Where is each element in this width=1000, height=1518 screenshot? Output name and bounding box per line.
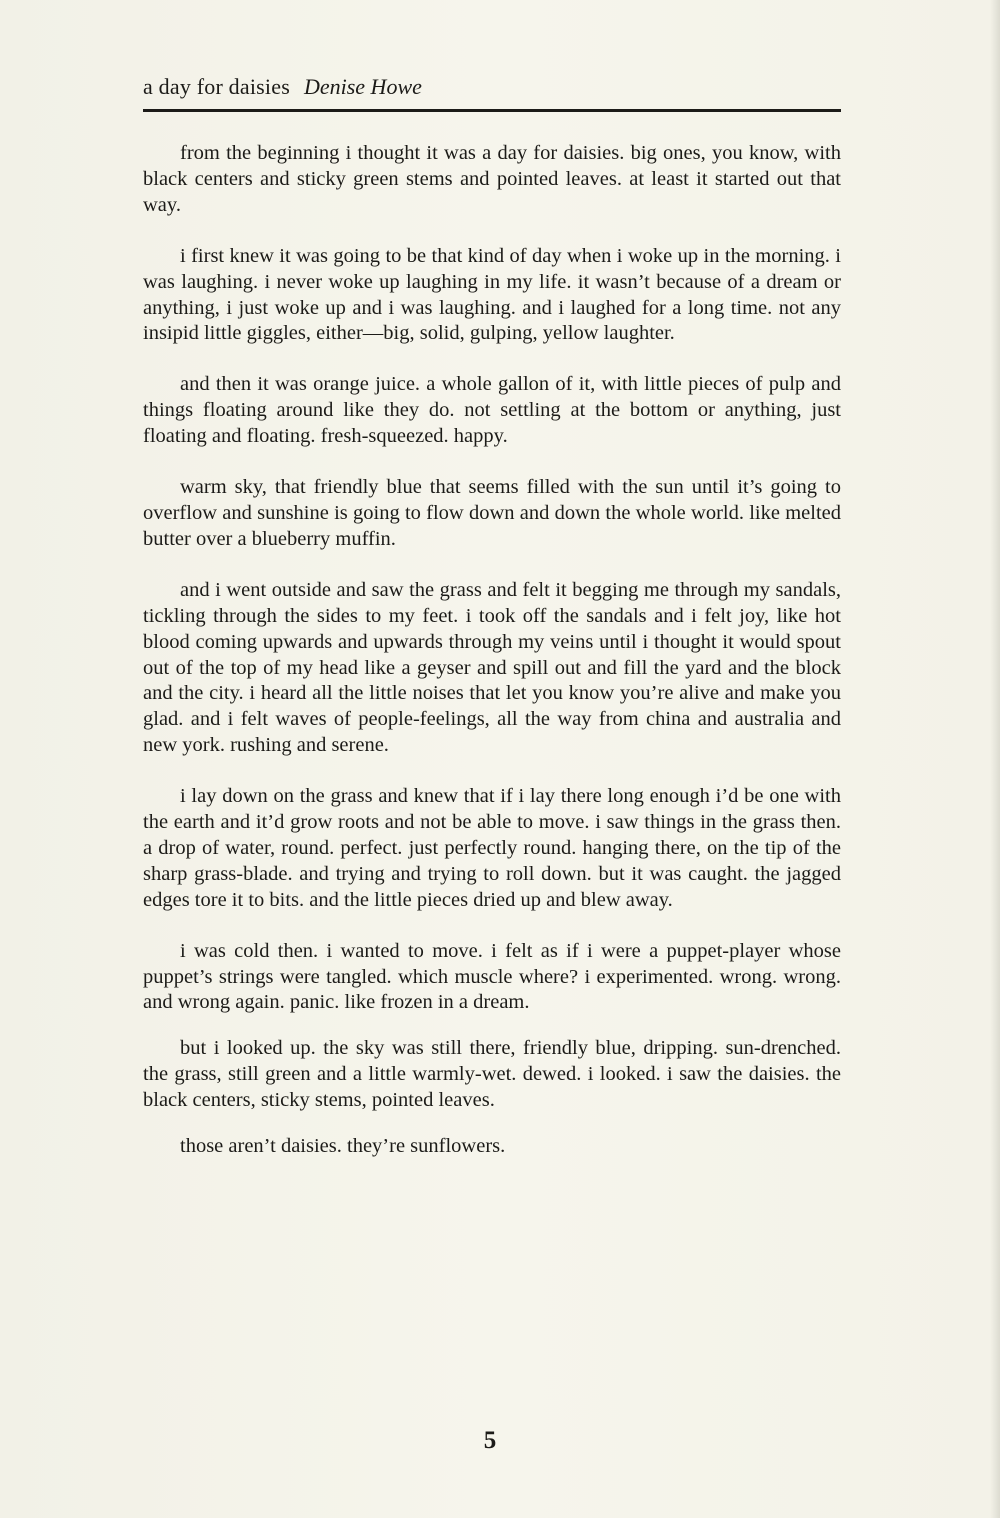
paragraph-2: i first knew it was going to be that kind of day when i woke up in the morning. i was laughing. i never woke up laughing in my life. it wasn’t because of a dream or anything, i just woke up and i was laughing. and i laughed for a long time. not any insipid little giggles, either—big, solid, gulping, yellow laughter. (143, 244, 841, 345)
paragraph-1: from the beginning i thought it was a day for daisies. big ones, you know, with black centers and sticky green stems and pointed leaves. at least it started out that way. (143, 142, 841, 216)
paragraph-5: and i went outside and saw the grass and felt it begging me through my sandals, tickling through the sides to my feet. i took off the sandals and i felt joy, like hot blood coming upwards and upwards through my veins until i thought it would spout out of the top of my head like a geyser and spill out and fill the yard and the block and the city. i heard all the little noises that let you know you’re alive and make you glad. and i felt waves of people-feelings, all the way from china and australia and new york. rushing and serene. (143, 578, 841, 757)
page-number: 5 (483, 1427, 497, 1454)
paragraph-7: i was cold then. i wanted to move. i felt as if i were a puppet-player whose puppet’s strings were tangled. which muscle where? i experimented. wrong. wrong. and wrong again. panic. like frozen in a dream. (143, 939, 841, 1014)
paragraph-9: those aren’t daisies. they’re sunflowers. (180, 1135, 506, 1158)
paragraph-3: and then it was orange juice. a whole gallon of it, with little pieces of pulp and things floating around like they do. not settling at the bottom or anything, just floating and floating. fresh-squeezed. happy. (143, 373, 841, 448)
page-edge-shadow (990, 0, 1000, 1518)
paragraph-4: warm sky, that friendly blue that seems filled with the sun until it’s going to overflow and sunshine is going to flow down and down the whole world. like melted butter over a blueberry muffin. (143, 476, 841, 550)
story-body (143, 141, 841, 1160)
paragraph-6: i lay down on the grass and knew that if i lay there long enough i’d be one with the earth and it’d grow roots and not be able to move. i saw things in the grass then. a drop of water, round. perfect. just perfectly round. hanging there, on the tip of the sharp grass-blade. and trying and trying to roll down. but it was caught. the jagged edges tore it to bits. and the little pieces dried up and blew away. (143, 785, 841, 911)
header-author: Denise Howe (303, 74, 422, 99)
paragraph-8: but i looked up. the sky was still there, friendly blue, dripping. sun-drenched. the grass, still green and a little warmly-wet. dewed. i looked. i saw the daisies. the black centers, sticky stems, pointed leaves. (143, 1037, 841, 1112)
header-title: a day for daisies (143, 74, 290, 99)
running-header (143, 74, 841, 114)
header-rule (143, 109, 841, 112)
